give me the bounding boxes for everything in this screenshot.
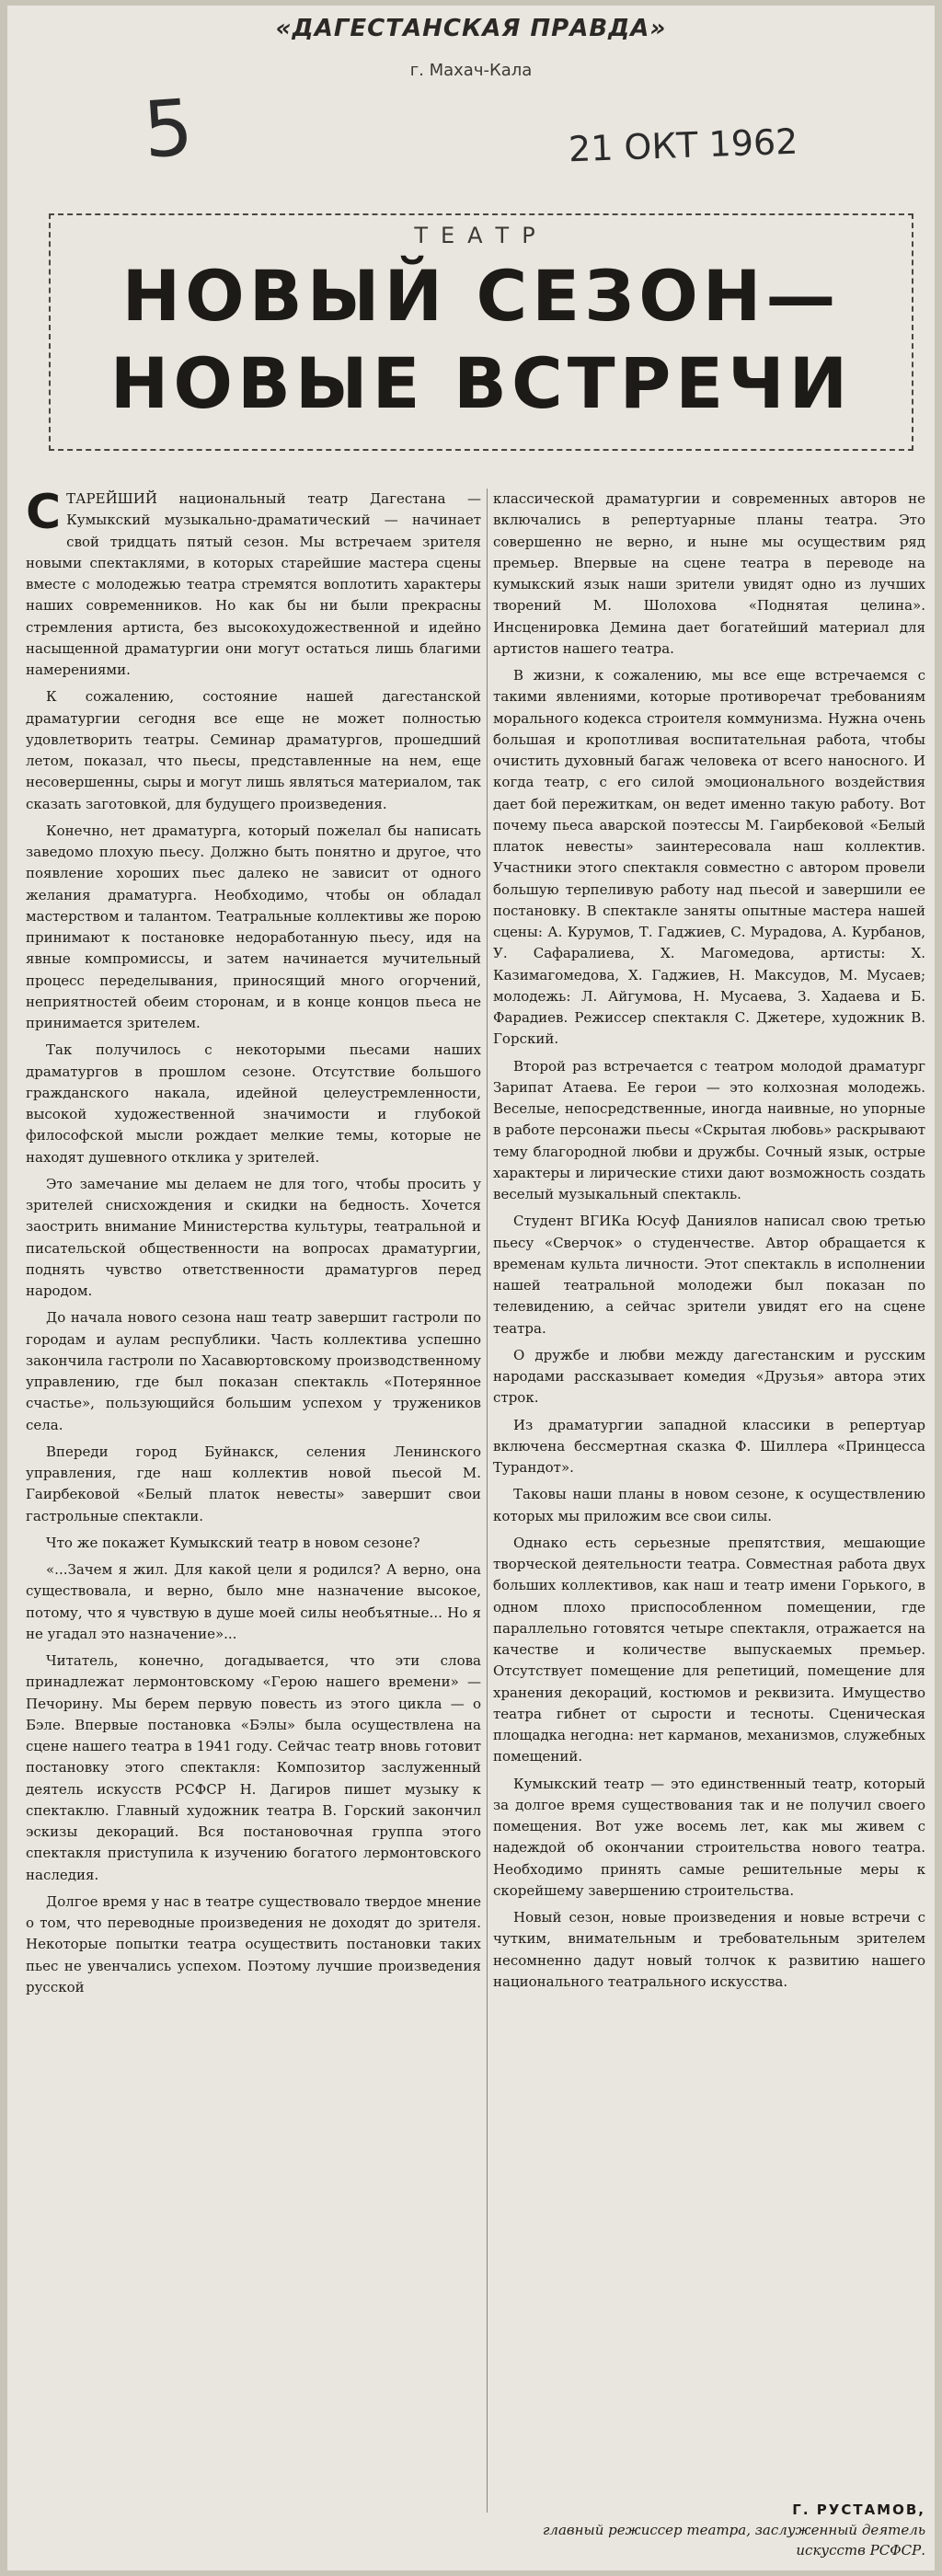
handwritten-date: 21 ОКТ 1962 bbox=[568, 121, 799, 170]
headline-line-1: НОВЫЙ СЕЗОН— bbox=[121, 255, 841, 337]
article-quote: «...Зачем я жил. Для какой цели я родился? А верно, она существовала, и верно, было мне назначение высокое, потому, что я чувствую в душе моей силы необъятные... Но я не угадал это назначение»... bbox=[26, 1561, 481, 1642]
city-name: г. Махач-Кала bbox=[409, 61, 533, 80]
title-frame bbox=[49, 213, 913, 451]
article-paragraph: До начала нового сезона наш театр завершит гастроли по городам и аулам республики. Часть коллектива успешно закончила гастроли по Хасавюртовскому производственному управлению, где был показан спектакль «Потерянное счастье», пользующийся большим успехом у тружеников села. bbox=[26, 1309, 481, 1433]
article-paragraph: Так получилось с некоторыми пьесами наших драматургов в прошлом сезоне. Отсутствие большого гражданского накала, идейной целеустремленности, высокой художественной значимости и глубокой философской мысли рождает мелкие темы, которые не находят душевного отклика у зрителей. bbox=[26, 1041, 481, 1166]
article-paragraph: Таковы наши планы в новом сезоне, к осуществлению которых мы приложим все свои силы. bbox=[493, 1486, 925, 1524]
article-column-1 bbox=[26, 489, 481, 2494]
article-paragraph: Новый сезон, новые произведения и новые встречи с чутким, внимательным и требовательным зрителем несомненно дадут новый толчок к развитию нашего национального театрального искусства. bbox=[493, 1909, 925, 1990]
article-paragraph: Студент ВГИКа Юсуф Даниялов написал свою третью пьесу «Сверчок» о студенчестве. Автор обращается к временам культа личности. Этот спектакль в исполнении нашей театральной молодежи был показан по телевидению, а сейчас зрители увидят его на сцене театра. bbox=[493, 1213, 925, 1337]
article-paragraph: Конечно, нет драматурга, который пожелал бы написать заведомо плохую пьесу. Должно быть понятно и другое, что появление хороших пьес далеко не зависит от одного желания драматурга. Необходимо, чтобы он обладал мастерством и талантом. Театральные коллективы же порою принимают к постановке недоработанную пьесу, идя на явные компромиссы, и затем начинается мучительный процесс переделывания, приносящий много огорчений, неприятностей обеим сторонам, и в конце концов пьеса не принимается зрителем. bbox=[26, 822, 481, 1031]
author-name: Г. РУСТАМОВ, bbox=[792, 2501, 925, 2518]
drop-cap: С bbox=[26, 489, 62, 540]
article-paragraph: К сожалению, состояние нашей дагестанской драматургии сегодня все еще не может полностью удовлетворить театры. Семинар драматургов, прошедший летом, показал, что пьесы, представленные на нем, еще несовершенны, сыры и могут лишь являться материалом, так сказать заготовкой, для будущего произведения. bbox=[26, 688, 481, 812]
headline-line-2: НОВЫЕ ВСТРЕЧИ bbox=[109, 342, 853, 424]
paragraph-text: ТАРЕЙШИЙ национальный театр Дагестана — Кумыкский музыкально-драматический — начинает свой тридцать пятый сезон. Мы встречаем зрителя новыми спектаклями, в которых старейшие мастера сцены вместе с молодежью театра стремятся воплотить характеры наших современников. Но как бы ни были прекрасны стремления артиста, без высокохудожественной и идейно насыщенной драматургии они могут остаться лишь благими намерениями. bbox=[26, 490, 481, 678]
article-paragraph: Кумыкский театр — это единственный театр, который за долгое время существования так и не получил своего помещения. Вот уже восемь лет, как мы живем с надеждой об окончании строительства нового театра. Необходимо принять самые решительные меры к скорейшему завершению строительства. bbox=[493, 1775, 925, 1899]
article-paragraph: Из драматургии западной классики в репертуар включена бессмертная сказка Ф. Шиллера «Принцесса Турандот». bbox=[493, 1416, 925, 1476]
newspaper-clipping bbox=[7, 6, 935, 2570]
article-paragraph: Читатель, конечно, догадывается, что эти слова принадлежат лермонтовскому «Герою нашего времени» — Печорину. Мы берем первую повесть из этого цикла — о Бэле. Впервые постановка «Бэлы» была осуществлена на сцене нашего театра в 1941 году. Сейчас театр вновь готовит постановку этого спектакля: Композитор заслуженный деятель искусств РСФСР Н. Дагиров пишет музыку к спектаклю. Главный художник театра В. Горский закончил эскизы декораций. Вся постановочная группа этого спектакля приступила к изучению богатого лермонтовского наследия. bbox=[26, 1652, 481, 1883]
article-paragraph: Это замечание мы делаем не для того, чтобы просить у зрителей снисхождения и скидки на бедность. Хочется заострить внимание Министерства культуры, театральной и писательской общественности на вопросах драматургии, поднять чувство ответственности драматургов перед народом. bbox=[26, 1175, 481, 1299]
author-position: главный режиссер театра, заслуженный деятель искусств РСФСР. bbox=[542, 2521, 925, 2559]
article-paragraph: классической драматургии и современных авторов не включались в репертуарные планы театра. Это совершенно не верно, и ныне мы осуществим ряд премьер. Впервые на сцене театра в переводе на кумыкский язык наши зрители увидят одно из лучших творений М. Шолохова «Поднятая целина». Инсценировка Демина дает богатейший материал для артистов нашего театра. bbox=[493, 490, 925, 657]
article-paragraph: Однако есть серьезные препятствия, мешающие творческой деятельности театра. Совместная работа двух больших коллективов, как наш и театр имени Горького, в одном плохо приспособленном помещении, где параллельно готовятся четыре спектакля, отражается на качестве и количестве выпускаемых премьер. Отсутствует помещение для репетиций, помещение для хранения декораций, костюмов и реквизита. Имущество театра гибнет от сырости и тесноты. Сценическая площадка негодна: нет карманов, механизмов, служебных помещений. bbox=[493, 1534, 925, 1765]
author-signature bbox=[493, 2501, 925, 2560]
newspaper-name: «ДАГЕСТАНСКАЯ ПРАВДА» bbox=[275, 15, 667, 42]
article-paragraph: О дружбе и любви между дагестанским и русским народами рассказывает комедия «Друзья» автора этих строк. bbox=[493, 1346, 925, 1407]
handwritten-number: 5 bbox=[140, 82, 196, 176]
article-paragraph: Что же покажет Кумыкский театр в новом сезоне? bbox=[46, 1534, 420, 1551]
article-column-2 bbox=[493, 489, 925, 2494]
article-paragraph: Долгое время у нас в театре существовало твердое мнение о том, что переводные произведения не доходят до зрителя. Некоторые попытки театра осуществить постановки таких пьес не увенчались успехом. Поэтому лучшие произведения русской bbox=[26, 1892, 481, 1995]
article-paragraph: В жизни, к сожалению, мы все еще встречаемся с такими явлениями, которые противоречат требованиям морального кодекса строителя коммунизма. Нужна очень большая и кропотливая воспитательная работа, чтобы очистить духовный багаж человека от всего наносного. И когда театр, с его силой эмоционального воздействия дает бой пережиткам, он ведет именно такую работу. Вот почему пьеса аварской поэтессы М. Гаирбековой «Белый платок невесты» заинтересовала наш коллектив. Участники этого спектакля совместно с автором провели большую терпеливую работу над пьесой и завершили ее постановку. В спектакле заняты опытные мастера нашей сцены: А. Курумов, Т. Гаджиев, С. Мурадова, А. Курбанов, У. Сафаралиева, Х. Магомедова, артисты: Х. Казимагомедова, Х. Гаджиев, Н. Максудов, М. Мусаев; молодежь: Л. Айгумова, Н. Мусаева, З. Хадаева и Б. Фарадиев. Режиссер спектакля С. Джетере, художник В. Горский. bbox=[493, 667, 925, 1048]
rubric: ТЕАТР bbox=[414, 223, 548, 248]
article-paragraph bbox=[26, 489, 481, 681]
article-paragraph: Впереди город Буйнакск, селения Ленинского управления, где наш коллектив новой пьесой М. Гаирбековой «Белый платок невесты» завершит свои гастрольные спектакли. bbox=[26, 1443, 481, 1524]
column-divider bbox=[487, 489, 488, 2513]
article-paragraph: Второй раз встречается с театром молодой драматург Зарипат Атаева. Ее герои — это колхозная молодежь. Веселые, непосредственные, иногда наивные, но упорные в работе персонажи пьесы «Скрытая любовь» раскрывают тему благородной любви и дружбы. Сочный язык, острые характеры и лирические стихи дают возможность создать веселый музыкальный спектакль. bbox=[493, 1057, 925, 1202]
